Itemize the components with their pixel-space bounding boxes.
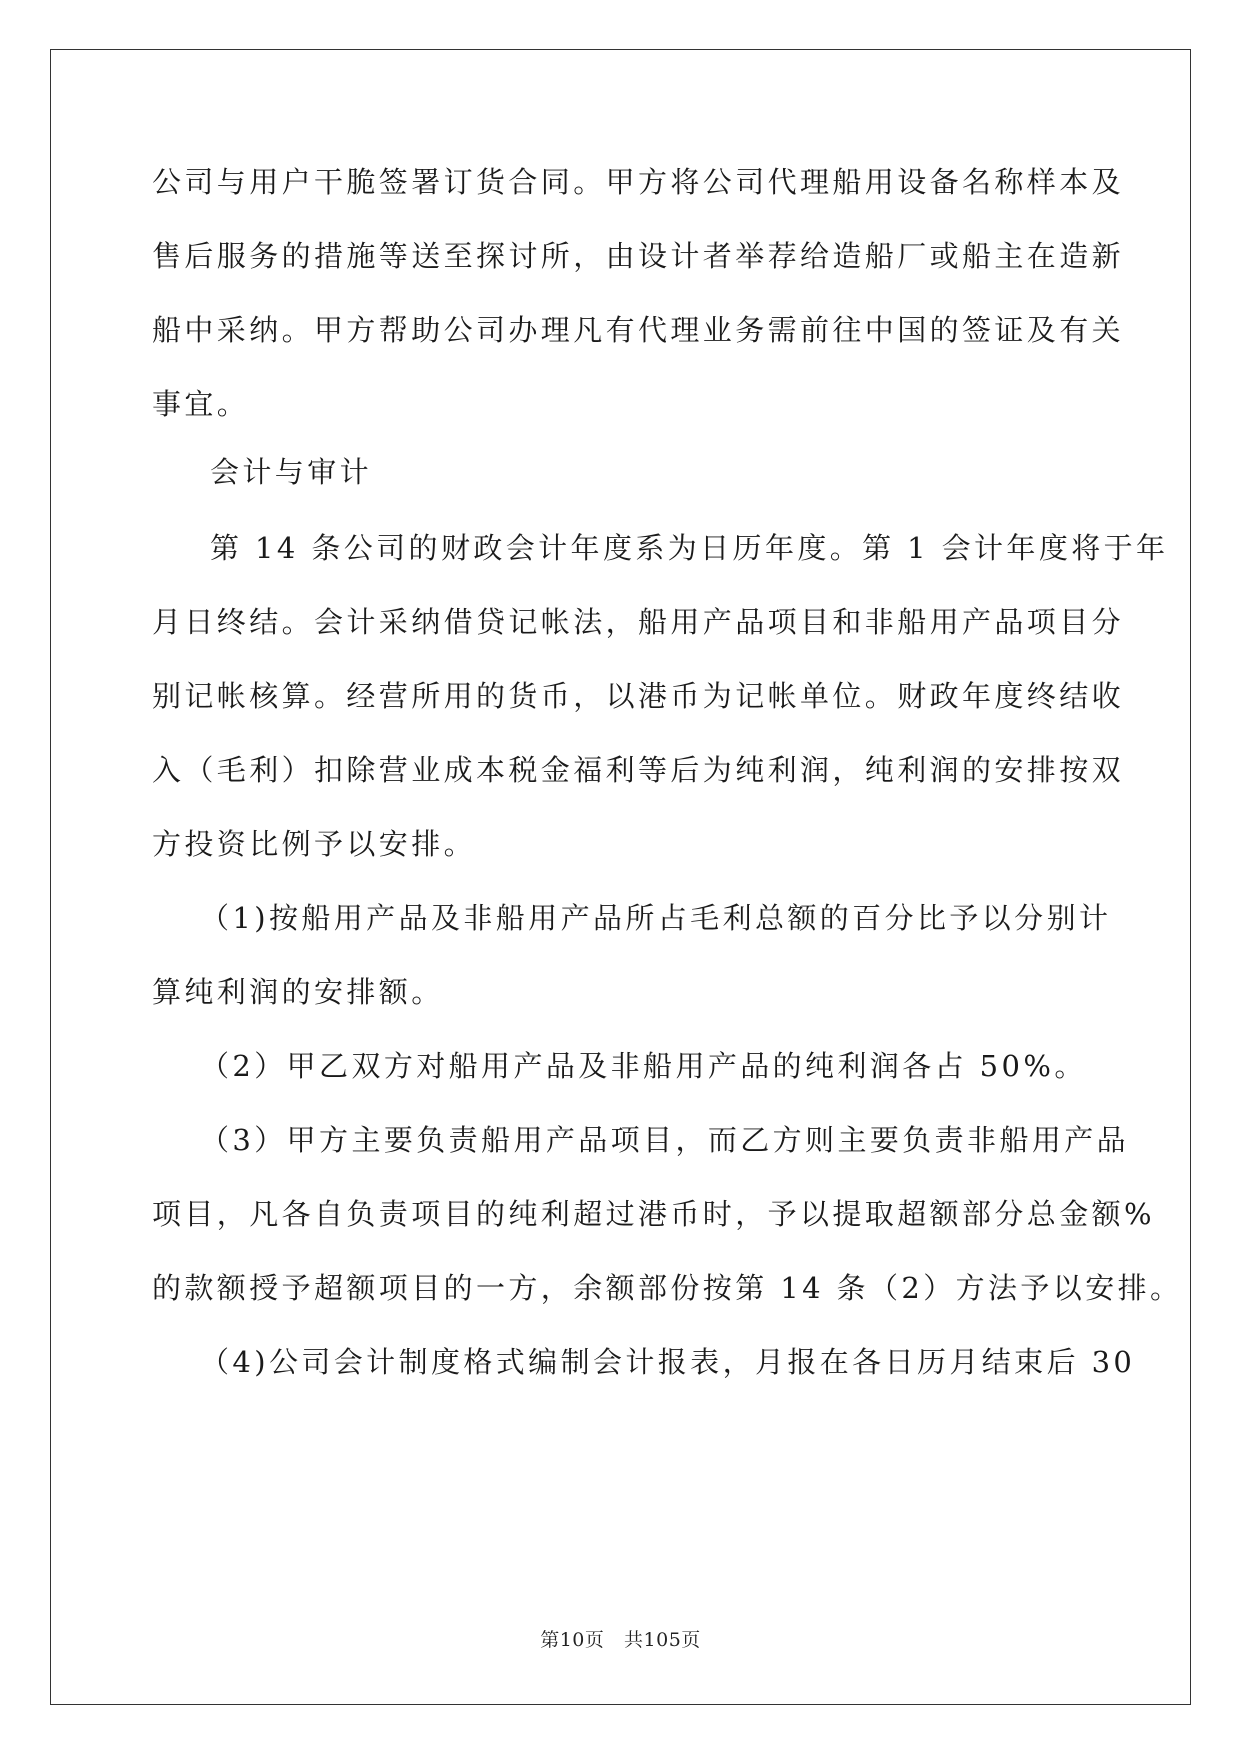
text-line: （2）甲乙双方对船用产品及非船用产品的纯利润各占 50%。 xyxy=(200,1049,1087,1083)
page-border xyxy=(50,49,1191,1705)
page-number: 第10页 xyxy=(540,1629,605,1651)
page-footer xyxy=(0,1628,1241,1652)
text-line: 第 14 条公司的财政会计年度系为日历年度。第 1 会计年度将于年 xyxy=(210,531,1169,565)
text-line: （1)按船用产品及非船用产品所占毛利总额的百分比予以分别计 xyxy=(200,901,1112,935)
text-line: 售后服务的措施等送至探讨所，由设计者举荐给造船厂或船主在造新 xyxy=(152,239,1125,273)
text-line: 事宜。 xyxy=(152,387,250,421)
page-total: 共105页 xyxy=(624,1629,701,1651)
text-line: 方投资比例予以安排。 xyxy=(152,827,477,861)
text-line: 船中采纳。甲方帮助公司办理凡有代理业务需前往中国的签证及有关 xyxy=(152,313,1125,347)
text-line: 月日终结。会计采纳借贷记帐法，船用产品项目和非船用产品项目分 xyxy=(152,605,1125,639)
text-line: （3）甲方主要负责船用产品项目，而乙方则主要负责非船用产品 xyxy=(200,1123,1130,1157)
text-line: 的款额授予超额项目的一方，余额部份按第 14 条（2）方法予以安排。 xyxy=(152,1271,1183,1305)
text-line: 算纯利润的安排额。 xyxy=(152,975,444,1009)
section-heading: 会计与审计 xyxy=(210,455,373,489)
text-line: 别记帐核算。经营所用的货币，以港币为记帐单位。财政年度终结收 xyxy=(152,679,1125,713)
text-line: （4)公司会计制度格式编制会计报表，月报在各日历月结束后 30 xyxy=(200,1345,1136,1379)
text-line: 公司与用户干脆签署订货合同。甲方将公司代理船用设备名称样本及 xyxy=(152,165,1125,199)
text-line: 入（毛利）扣除营业成本税金福利等后为纯利润，纯利润的安排按双 xyxy=(152,753,1125,787)
text-line: 项目，凡各自负责项目的纯利超过港币时，予以提取超额部分总金额% xyxy=(152,1197,1155,1231)
